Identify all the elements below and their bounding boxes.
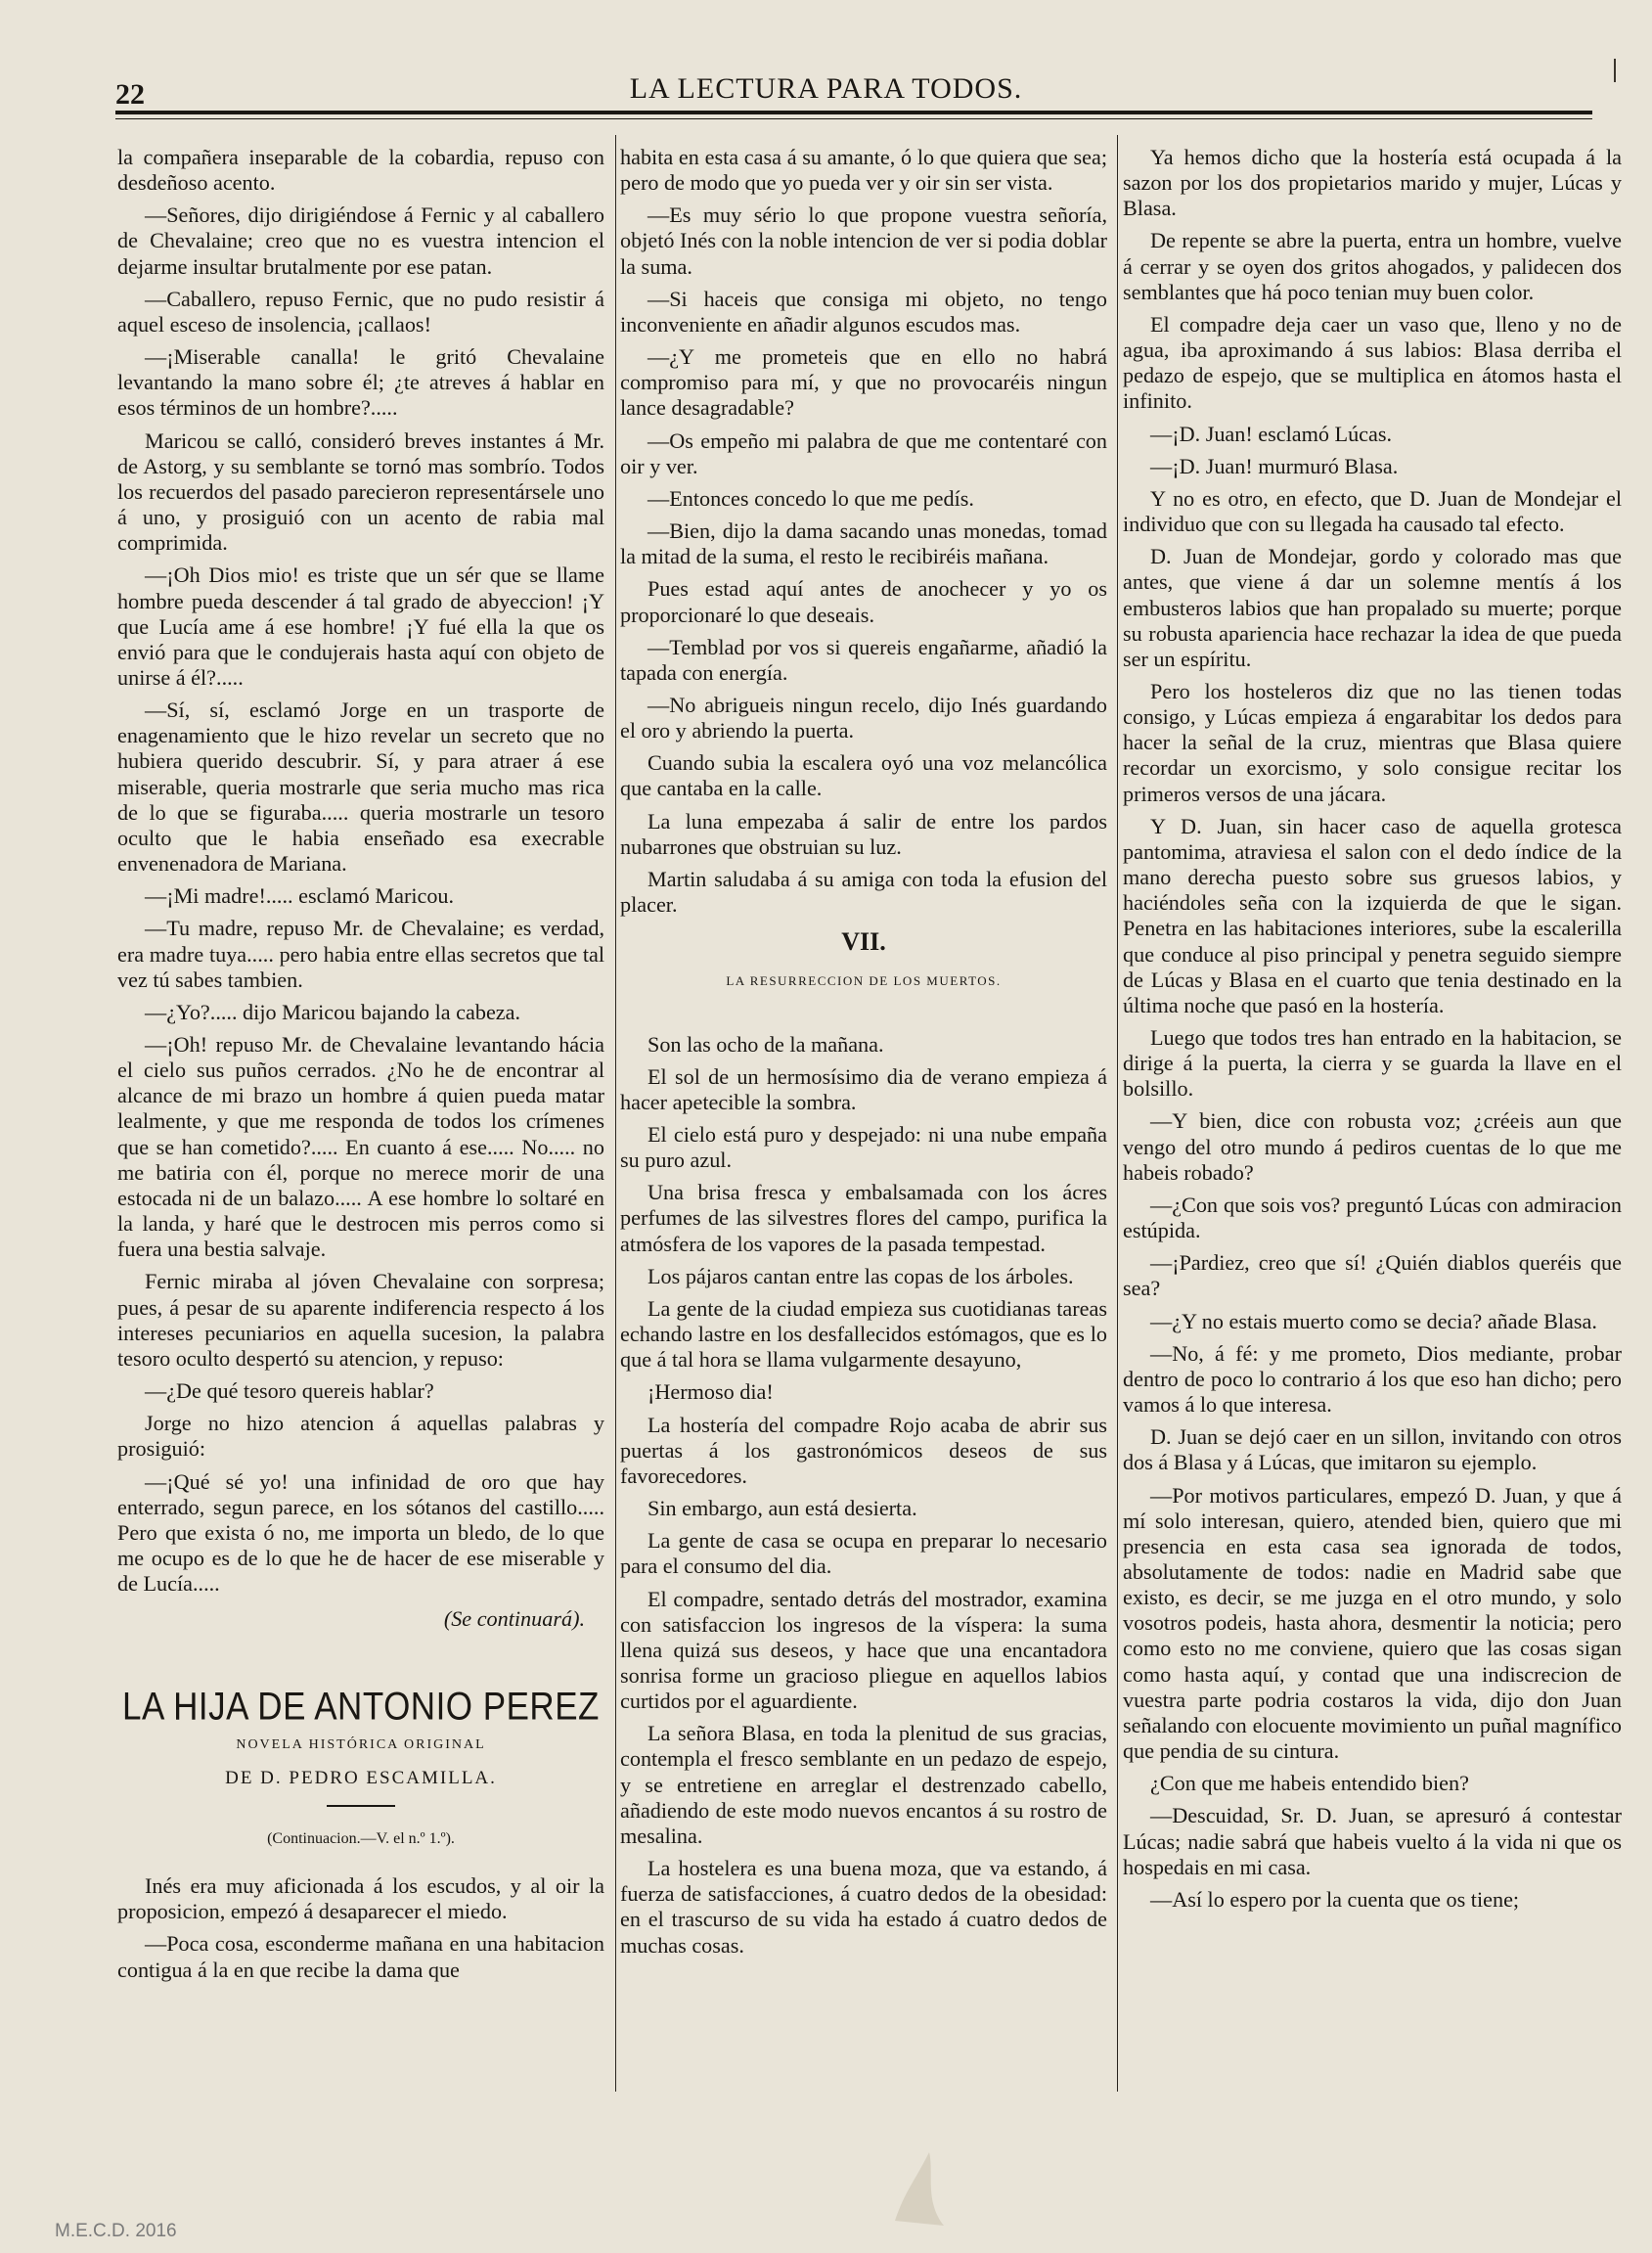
column-divider-1	[615, 135, 616, 2092]
paragraph: Cuando subia la escalera oyó una voz melancólica que cantaba en la calle.	[620, 750, 1107, 801]
archive-watermark: M.E.C.D. 2016	[55, 2221, 177, 2241]
paragraph: —Os empeño mi palabra de que me contentaré con oir y ver.	[620, 428, 1107, 478]
paragraph: Pero los hosteleros diz que no las tienen todas consigo, y Lúcas empieza á engarabitar los dedos para hacer la señal de la cruz, mientras que Blasa quiere recordar un exorcismo, y solo consigue recitar los primeros versos de una jácara.	[1123, 678, 1622, 806]
paragraph: —Tu madre, repuso Mr. de Chevalaine; es verdad, era madre tuya..... pero habia entre ellas secretos que tal vez tú sabes tambien.	[117, 916, 604, 992]
novel-title: LA HIJA DE ANTONIO PEREZ	[122, 1685, 600, 1730]
paragraph: —Sí, sí, esclamó Jorge en un trasporte de enagenamiento que le hizo revelar un secreto que no hubiera querido descubrir. Sí, y para atraer á ese miserable, queria mostrarle que seria mucho mas rica de lo que se figuraba..... queria mostrarle un tesoro oculto que le habia enseñado esa execrable envenenadora de Mariana.	[117, 698, 604, 877]
paragraph: Y D. Juan, sin hacer caso de aquella grotesca pantomima, atraviesa el salon con el dedo índice de la mano derecha puesto sobre sus gruesos labios, y haciéndoles seña con la izquierda de que le sigan. Penetra en las habitaciones interiores, sube la escalerilla que conduce al piso principal y penetra seguido siempre de Lúcas y Blasa en el cuarto que tenia destinado en la última noche que pasó en la hostería.	[1123, 813, 1622, 1017]
title-rule	[327, 1805, 395, 1807]
paragraph: —Señores, dijo dirigiéndose á Fernic y al caballero de Chevalaine; creo que no es vuestra intencion el dejarme insultar brutalmente por ese patan.	[117, 203, 604, 279]
to-be-continued: (Se continuará).	[443, 1606, 585, 1632]
paragraph: —No, á fé: y me prometo, Dios mediante, probar dentro de poco lo contrario á los que eso han dicho; pero vamos á lo que interesa.	[1123, 1340, 1622, 1418]
paragraph: —Descuidad, Sr. D. Juan, se apresuró á contestar Lúcas; nadie sabrá que habeis vuelto á la vida ni que os hospedais en mi casa.	[1123, 1803, 1622, 1879]
column-2	[620, 145, 1107, 1965]
paragraph: La gente de la ciudad empieza sus cuotidianas tareas echando lastre en los desfallecidos estómagos, que es lo que á tal hora se llama vulgarmente desayuno,	[620, 1295, 1107, 1373]
paragraph: ¿Con que me habeis entendido bien?	[1150, 1771, 1469, 1796]
paragraph: Son las ocho de la mañana.	[647, 1031, 884, 1057]
column-3	[1123, 145, 1622, 1919]
paragraph: Ya hemos dicho que la hostería está ocupada á la sazon por los dos propietarios marido y mujer, Lúcas y Blasa.	[1123, 145, 1622, 221]
paragraph: Y no es otro, en efecto, que D. Juan de Mondejar el individuo que con su llegada ha causado tal efecto.	[1123, 485, 1622, 537]
paragraph: —¿De qué tesoro quereis hablar?	[145, 1378, 434, 1404]
paragraph: La luna empezaba á salir de entre los pardos nubarrones que obstruian su luz.	[620, 808, 1107, 859]
paragraph: —Temblad por vos si quereis engañarme, añadió la tapada con energía.	[620, 634, 1107, 685]
paragraph: Martin saludaba á su amiga con toda la efusion del placer.	[620, 866, 1107, 918]
paragraph: habita en esta casa á su amante, ó lo que quiera que sea; pero de modo que yo pueda ver y oir sin ser vista.	[620, 145, 1107, 196]
header-rule-thick	[115, 111, 1592, 114]
paragraph: El compadre deja caer un vaso que, lleno y no de agua, iba aproximando á sus labios: Blasa derriba el pedazo de espejo, que se multiplica en átomos hasta el infinito.	[1123, 311, 1622, 414]
paragraph: —¡Oh Dios mio! es triste que un sér que se llame hombre pueda descender á tal grado de abyeccion! ¡Y que Lucía ame á ese hombre! ¡Y fué ella la que os envió para que le condujerais hasta aquí con objeto de unirse á él?.....	[117, 563, 604, 690]
paragraph: Maricou se calló, consideró breves instantes á Mr. de Astorg, y su semblante se tornó mas sombrío. Todos los recuerdos del pasado parecieron representársele uno á uno, y prosiguió con un acento de rabia mal comprimida.	[117, 428, 604, 556]
paragraph: El cielo está puro y despejado: ni una nube empaña su puro azul.	[620, 1122, 1107, 1173]
paragraph: —¡Miserable canalla! le gritó Chevalaine levantando la mano sobre él; ¿te atreves á hablar en esos términos de un hombre?.....	[117, 344, 604, 421]
paragraph: La gente de casa se ocupa en preparar lo necesario para el consumo del dia.	[620, 1528, 1107, 1579]
paragraph: —Si haceis que consiga mi objeto, no tengo inconveniente en añadir algunos escudos mas.	[620, 286, 1107, 337]
paragraph: —Así lo espero por la cuenta que os tiene;	[1150, 1886, 1520, 1912]
paragraph: La hostería del compadre Rojo acaba de abrir sus puertas á los gastronómicos deseos de sus favorecedores.	[620, 1412, 1107, 1488]
paragraph: —Bien, dijo la dama sacando unas monedas, tomad la mitad de la suma, el resto le recibiréis mañana.	[620, 518, 1107, 569]
paragraph: Luego que todos tres han entrado en la habitacion, se dirige á la puerta, la cierra y se guarda la llave en el bolsillo.	[1123, 1025, 1622, 1102]
paragraph: —Y bien, dice con robusta voz; ¿créeis aun que vengo del otro mundo á pediros cuentas de lo que me habeis robado?	[1123, 1108, 1622, 1185]
continuation-note: (Continuacion.—V. el n.º 1.º).	[267, 1829, 455, 1847]
paragraph: —¡D. Juan! esclamó Lúcas.	[1150, 421, 1393, 446]
paragraph: Sin embargo, aun está desierta.	[647, 1496, 917, 1521]
paragraph: la compañera inseparable de la cobardia, repuso con desdeñoso acento.	[117, 145, 604, 196]
paragraph: —No abrigueis ningun recelo, dijo Inés guardando el oro y abriendo la puerta.	[620, 692, 1107, 743]
paragraph: El sol de un hermosísimo dia de verano empieza á hacer apetecible la sombra.	[620, 1063, 1107, 1114]
paragraph: —¿Con que sois vos? preguntó Lúcas con admiracion estúpida.	[1123, 1192, 1622, 1243]
paragraph: El compadre, sentado detrás del mostrador, examina con satisfaccion los ingresos de la víspera: la suma llena quizá sus deseos, y hace que una encantadora sonrisa forme un gracioso pliegue en aquellos labios curtidos por el aguardiente.	[620, 1586, 1107, 1714]
paragraph: —¡Oh! repuso Mr. de Chevalaine levantando hácia el cielo sus puños cerrados. ¿No he de encontrar al alcance de mi brazo un hombre á quien pueda matar lealmente, y que me responda de todos los crímenes que se han cometido?..... En cuanto á ese..... No..... no me batiria con él, porque no merece morir de una estocada ni de un balazo..... A ese hombre lo soltaré en la landa, y haré que le destrocen mis perros como si fuera una bestia salvaje.	[117, 1032, 604, 1262]
paragraph: D. Juan se dejó caer en un sillon, invitando con otros dos á Blasa y á Lúcas, que imitaron su ejemplo.	[1123, 1424, 1622, 1475]
chapter-number: VII.	[841, 927, 886, 957]
paragraph: La señora Blasa, en toda la plenitud de sus gracias, contempla el fresco semblante en un pedazo de espejo, y se entretiene en arreglar el destrenzado cabello, añadiendo de este modo nuevos encantos á su rostro de mesalina.	[620, 1721, 1107, 1848]
paragraph: Una brisa fresca y embalsamada con los ácres perfumes de las silvestres flores del campo, purifica la atmósfera de los vapores de la pasada tempestad.	[620, 1180, 1107, 1256]
paragraph: —Por motivos particulares, empezó D. Juan, y que á mí solo interesan, quiero, atended bien, quiero que mi presencia en esta casa sea ignorada de todos, absolutamente de todos: nadie en Madrid sabe que existo, es decir, se me juzga en el otro mundo, y solo vosotros podeis, hasta ahora, desmentir la noticia; pero como esto no me conviene, quiero que las cosas sigan como hasta aquí, y contad que una indiscrecion de vuestra parte podria costaros la vida, dijo don Juan señalando con elocuente movimiento un puñal magnífico que pendia de su cintura.	[1123, 1482, 1622, 1764]
paragraph: D. Juan de Mondejar, gordo y colorado mas que antes, que viene á dar un solemne mentís á los embusteros labios que han propalado su muerte; porque su robusta apariencia hace rechazar la idea de que pueda ser un espíritu.	[1123, 544, 1622, 671]
paragraph: —¡D. Juan! murmuró Blasa.	[1150, 453, 1399, 478]
column-divider-2	[1117, 135, 1118, 2092]
ink-stain	[885, 2142, 954, 2230]
paragraph: —Caballero, repuso Fernic, que no pudo resistir á aquel esceso de insolencia, ¡callaos!	[117, 286, 604, 337]
paragraph: Los pájaros cantan entre las copas de los árboles.	[647, 1263, 1074, 1288]
paragraph: —¿Yo?..... dijo Maricou bajando la cabeza.	[145, 999, 521, 1024]
paragraph: —¡Pardiez, creo que sí! ¿Quién diablos queréis que sea?	[1123, 1250, 1622, 1301]
paragraph: Inés era muy aficionada á los escudos, y al oir la proposicion, empezó á desaparecer el miedo.	[117, 1873, 604, 1924]
novel-subtitle: NOVELA HISTÓRICA ORIGINAL	[236, 1736, 486, 1752]
paragraph: De repente se abre la puerta, entra un hombre, vuelve á cerrar y se oyen dos gritos ahogados, y palidecen dos semblantes que há poco tenian muy buen color.	[1123, 228, 1622, 304]
paragraph: Jorge no hizo atencion á aquellas palabras y prosiguió:	[117, 1411, 604, 1462]
paragraph: Pues estad aquí antes de anochecer y yo os proporcionaré lo que deseais.	[620, 576, 1107, 627]
column-1	[117, 145, 604, 1990]
paragraph: ¡Hermoso dia!	[647, 1379, 774, 1405]
paragraph: —¿Y me prometeis que en ello no habrá compromiso para mí, y que no provocaréis ningun lance desagradable?	[620, 344, 1107, 421]
paragraph: —Entonces concedo lo que me pedís.	[647, 485, 974, 511]
chapter-title: LA RESURRECCION DE LOS MUERTOS.	[726, 973, 1002, 989]
masthead-title: LA LECTURA PARA TODOS.	[629, 72, 1023, 105]
page-number: 22	[115, 78, 145, 111]
paragraph: La hostelera es una buena moza, que va estando, á fuerza de satisfacciones, á cuatro dedos de la obesidad: en el trascurso de su vida ha estado á cuatro dedos de muchas cosas.	[620, 1856, 1107, 1958]
paragraph: —Poca cosa, esconderme mañana en una habitacion contigua á la en que recibe la dama que	[117, 1931, 604, 1982]
paragraph: —¡Qué sé yo! una infinidad de oro que hay enterrado, segun parece, en los sótanos del castillo..... Pero que exista ó no, me importa un bledo, de lo que me ocupo es de lo que he de hacer de ese miserable y de Lucía.....	[117, 1468, 604, 1597]
novel-author: DE D. PEDRO ESCAMILLA.	[225, 1767, 497, 1788]
paragraph: —Es muy sério lo que propone vuestra señoría, objetó Inés con la noble intencion de ver si podia doblar la suma.	[620, 203, 1107, 279]
paragraph: Fernic miraba al jóven Chevalaine con sorpresa; pues, á pesar de su aparente indiferencia respecto á los intereses pecuniarios en aquella sucesion, la palabra tesoro oculto despertó su atencion, y repuso:	[117, 1269, 604, 1371]
paragraph: —¿Y no estais muerto como se decia? añade Blasa.	[1150, 1308, 1597, 1333]
paragraph: —¡Mi madre!..... esclamó Maricou.	[145, 883, 455, 909]
header-rule-thin	[115, 118, 1592, 119]
